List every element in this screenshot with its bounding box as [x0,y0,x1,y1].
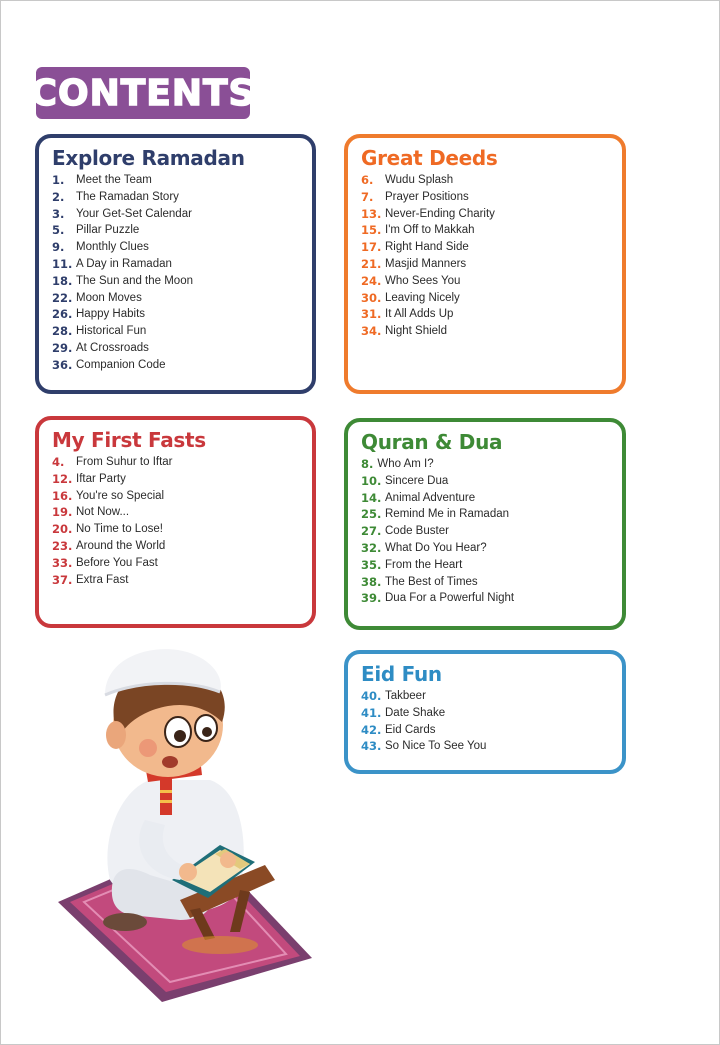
toc-entry [361,306,622,323]
entry-title: Moon Moves [76,291,142,304]
toc-entry [52,239,312,256]
toc-entry [52,273,312,290]
entry-title: Prayer Positions [385,190,469,203]
entry-title: No Time to Lose! [76,523,163,536]
toc-entry [52,572,312,589]
entry-title: Wudu Splash [385,174,454,186]
page-number: 20. [52,522,73,537]
page-number: 27. [361,524,382,539]
entry-title: Date Shake [385,706,446,719]
page-number: 25. [361,507,382,522]
boy-reading-quran-illustration [50,640,320,1010]
page-number: 18. [52,273,73,288]
toc-entry [361,256,622,273]
page-number: 6. [361,173,374,187]
toc-entry [361,172,622,189]
page-number: 36. [52,357,73,372]
section-title: Great Deeds [361,146,498,170]
entry-title: Code Buster [385,525,449,538]
toc-entry [361,590,622,607]
page-number: 7. [361,189,374,204]
section-eid-fun [344,650,626,774]
entry-title: Meet the Team [76,174,152,186]
toc-list [361,456,622,607]
entry-title: Around the World [76,539,166,552]
toc-entry [52,290,312,307]
page-number: 1. [52,173,65,187]
page-number: 19. [52,505,73,520]
page-number: 22. [52,290,73,305]
toc-entry [52,306,312,323]
entry-title: What Do You Hear? [385,541,487,554]
entry-title: It All Adds Up [385,308,454,321]
page-number: 29. [52,340,73,355]
entry-title: Dua For a Powerful Night [385,592,515,605]
toc-entry [361,557,622,574]
page-number: 35. [361,557,382,572]
page-number: 15. [361,223,382,238]
toc-entry [361,189,622,206]
page-number: 4. [52,455,65,469]
entry-title: The Sun and the Moon [76,274,193,287]
entry-title: Sincere Dua [385,474,449,487]
toc-entry [361,239,622,256]
toc-entry [361,523,622,540]
toc-entry [361,323,622,340]
toc-entry [52,206,312,223]
page-number: 11. [52,256,73,271]
page-number: 41. [361,705,382,720]
entry-title: Historical Fun [76,325,147,338]
page-number: 13. [361,206,382,221]
entry-title: A Day in Ramadan [76,257,172,270]
entry-title: Who Am I? [377,458,434,470]
toc-entry [52,256,312,273]
section-title: Eid Fun [361,662,442,686]
toc-entry [361,738,622,755]
toc-entry [361,490,622,507]
entry-title: You're so Special [76,489,165,502]
toc-entry [52,222,312,239]
toc-entry [52,504,312,521]
page-number: 33. [52,555,73,570]
entry-title: Monthly Clues [76,241,149,254]
entry-title: Extra Fast [76,573,129,586]
entry-title: Masjid Manners [385,257,467,270]
toc-entry [361,506,622,523]
entry-title: From the Heart [385,558,463,571]
page-number: 2. [52,189,65,204]
toc-entry [361,273,622,290]
toc-entry [361,222,622,239]
entry-title: Your Get-Set Calendar [76,207,192,220]
page-number: 14. [361,490,382,505]
page-number: 10. [361,473,382,488]
entry-title: Animal Adventure [385,491,476,504]
page-number: 5. [52,223,65,238]
page-number: 40. [361,689,382,703]
toc-entry [52,555,312,572]
entry-title: Iftar Party [76,472,126,485]
entry-title: Happy Habits [76,308,146,321]
page-number: 21. [361,256,382,271]
toc-list [52,172,312,374]
toc-entry [52,538,312,555]
toc-entry [52,172,312,189]
page-number: 12. [52,471,73,486]
toc-entry [361,206,622,223]
section-title: My First Fasts [52,428,206,452]
toc-entry [361,456,622,473]
entry-title: Eid Cards [385,723,436,736]
toc-entry [52,521,312,538]
toc-entry [361,473,622,490]
entry-title: The Best of Times [385,575,478,588]
entry-title: Leaving Nicely [385,291,460,304]
entry-title: From Suhur to Iftar [76,456,173,468]
section-my-first-fasts [35,416,316,628]
entry-title: At Crossroads [76,341,149,354]
page-title: CONTENTS [30,72,256,114]
toc-entry [52,488,312,505]
page-number: 23. [52,538,73,553]
page-number: 3. [52,206,65,221]
page-number: 9. [52,240,65,255]
section-quran-dua [344,418,626,630]
page-number: 39. [361,591,382,606]
toc-list [361,172,622,340]
page-number: 37. [52,572,73,587]
toc-entry [361,688,622,705]
page-number: 32. [361,540,382,555]
page-number: 8. [361,457,374,471]
toc-entry [52,471,312,488]
toc-list [361,688,622,755]
page-number: 42. [361,722,382,737]
page-number: 17. [361,240,382,255]
toc-entry [52,340,312,357]
entry-title: Who Sees You [385,274,461,287]
toc-entry [361,290,622,307]
entry-title: So Nice To See You [385,740,487,753]
entry-title: Not Now... [76,506,130,519]
toc-entry [361,722,622,739]
page-number: 28. [52,324,73,339]
entry-title: Right Hand Side [385,241,469,254]
page-number: 34. [361,324,382,339]
page-number: 31. [361,307,382,322]
section-explore-ramadan [35,134,316,394]
page-number: 24. [361,273,382,288]
entry-title: Remind Me in Ramadan [385,508,510,521]
page-number: 30. [361,290,382,305]
entry-title: Companion Code [76,358,166,371]
entry-title: I'm Off to Makkah [385,224,475,237]
entry-title: Takbeer [385,690,426,702]
toc-entry [361,705,622,722]
entry-title: Never-Ending Charity [385,207,495,220]
toc-entry [52,454,312,471]
section-title: Explore Ramadan [52,146,245,170]
entry-title: The Ramadan Story [76,190,179,203]
toc-list [52,454,312,588]
toc-entry [361,574,622,591]
contents-banner [30,67,256,119]
section-title: Quran & Dua [361,430,503,454]
toc-entry [361,540,622,557]
page-number: 43. [361,739,382,754]
toc-entry [52,323,312,340]
page-number: 16. [52,488,73,503]
toc-entry [52,357,312,374]
page-number: 38. [361,574,382,589]
toc-entry [52,189,312,206]
entry-title: Before You Fast [76,556,158,569]
entry-title: Night Shield [385,325,448,338]
section-great-deeds [344,134,626,394]
entry-title: Pillar Puzzle [76,224,140,237]
page-number: 26. [52,307,73,322]
